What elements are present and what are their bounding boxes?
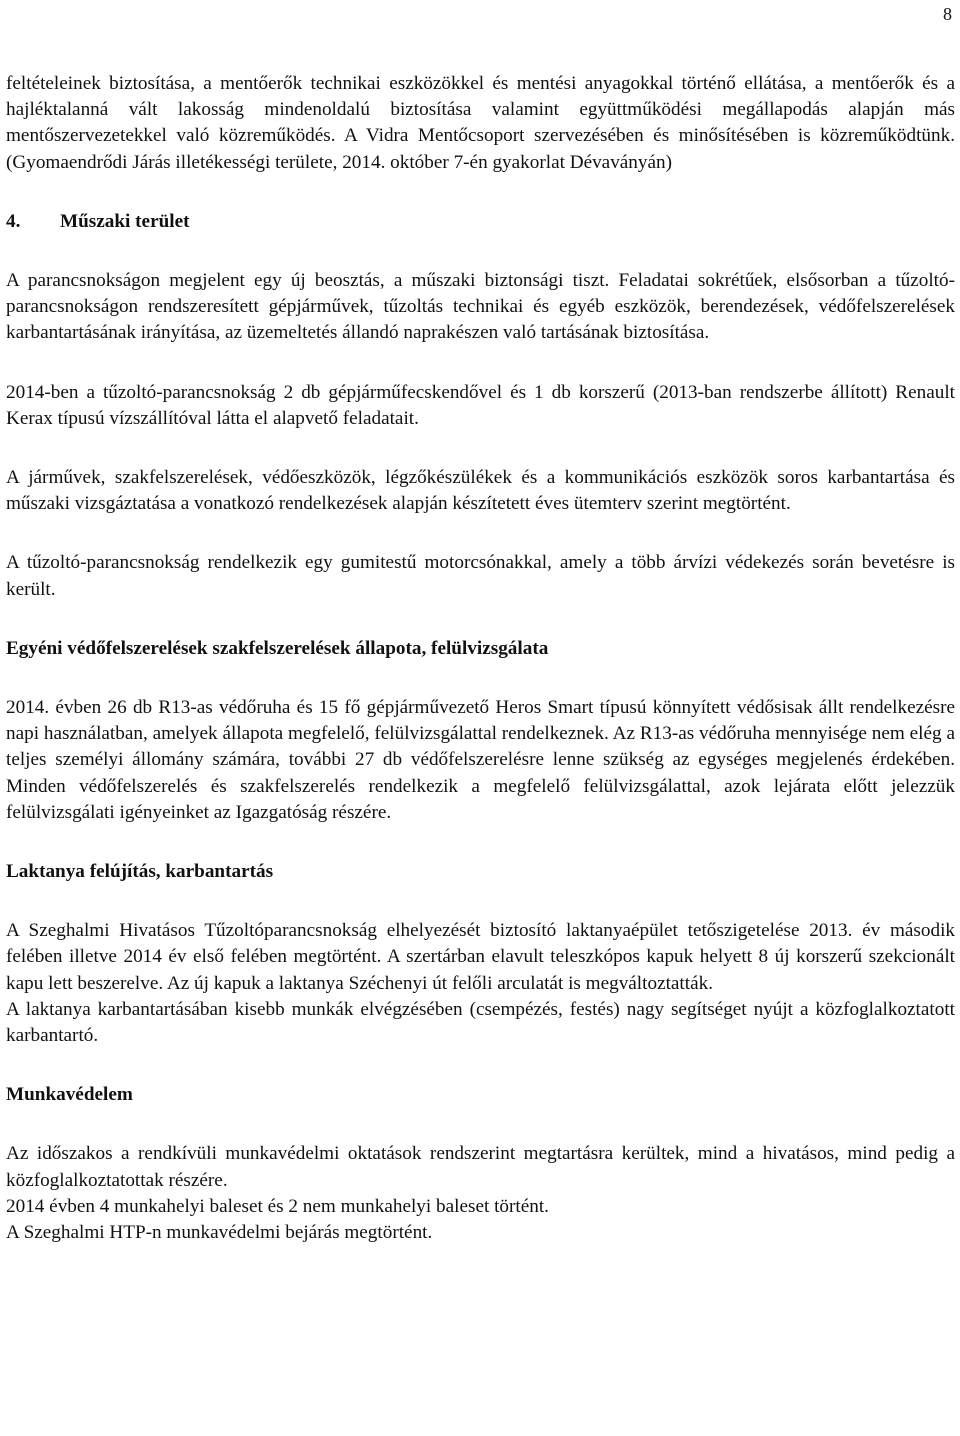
spacer — [6, 885, 955, 918]
section-4-title: Műszaki terület — [60, 210, 190, 232]
barracks-paragraph-1: A Szeghalmi Hivatásos Tűzoltóparancsnokság elhelyezését biztosító laktanyaépület tetőszigetelése 2013. év második felében illetve 2014 év első felében megtörtént. A szertárban elavult teleszkópos kapuk helyett 8 új korszerű szekcionált kapu lett beszerelve. Az új kapuk a laktanya Széchenyi út felőli arculatát is megváltoztatták. — [6, 920, 955, 994]
spacer — [6, 1049, 955, 1082]
section-4-heading — [6, 209, 955, 235]
document-body — [6, 71, 955, 1246]
work-safety-heading: Munkavédelem — [6, 1084, 133, 1106]
motorboat-paragraph: A tűzoltó-parancsnokság rendelkezik egy gumitestű motorcsónakkal, amely a több árvízi védekezés során bevetésre is került. — [6, 552, 955, 600]
page-number: 8 — [943, 4, 952, 24]
protective-equipment-heading: Egyéni védőfelszerelések szakfelszerelések állapota, felülvizsgálata — [6, 637, 549, 659]
protective-equipment-paragraph: 2014. évben 26 db R13-as védőruha és 15 fő gépjárművezető Heros Smart típusú könnyített védősisak állt rendelkezésre napi használatban, amelyek állapota megfelelő, felülvizsgálattal rendelkeznek. Az R13-as védőruha mennyisége nem elég a teljes személyi állomány számára, további 27 db védőfelszerelésre lenne szükség az egységes megjelenés érdekében. Minden védőfelszerelés és szakfelszerelés rendelkezik a megfelelő felülvizsgálattal, azok lejárata előtt jelezzük felülvizsgálati igényeinket az Igazgatóság részére. — [6, 697, 955, 823]
spacer — [6, 826, 955, 859]
barracks-heading: Laktanya felújítás, karbantartás — [6, 861, 274, 883]
work-safety-accidents-line: 2014 évben 4 munkahelyi baleset és 2 nem munkahelyi baleset történt. — [6, 1195, 549, 1217]
spacer — [6, 347, 955, 380]
spacer — [6, 662, 955, 695]
spacer — [6, 517, 955, 550]
work-safety-inspection-line: A Szeghalmi HTP-n munkavédelmi bejárás megtörtént. — [6, 1222, 433, 1244]
technical-officer-paragraph: A parancsnokságon megjelent egy új beosztás, a műszaki biztonsági tiszt. Feladatai sokrétűek, elsősorban a tűzoltó-parancsnokságon rendszeresített gépjárművek, tűzoltás technikai és egyéb eszközök, berendezések, védőfelszerelések karbantartásának irányítása, az üzemeltetés állandó naprakészen való tartásának biztosítása. — [6, 270, 955, 344]
section-4-number: 4. — [6, 210, 21, 232]
vehicles-paragraph: 2014-ben a tűzoltó-parancsnokság 2 db gépjárműfecskendővel és 1 db korszerű (2013-ban rendszerbe állított) Renault Kerax típusú vízszállítóval látta el alapvető feladatait. — [6, 381, 955, 429]
spacer — [6, 603, 955, 636]
spacer — [6, 235, 955, 268]
spacer — [6, 176, 955, 209]
barracks-paragraph-2: A laktanya karbantartásában kisebb munkák elvégzésében (csempézés, festés) nagy segítséget nyújt a közfoglalkoztatott karbantartó. — [6, 998, 955, 1047]
spacer — [6, 432, 955, 465]
intro-paragraph: feltételeinek biztosítása, a mentőerők technikai eszközökkel és mentési anyagokkal történő ellátása, a mentőerők és a hajléktalanná vált lakosság mindenoldalú biztosítása valamint együttműködési megállapodás alapján más mentőszervezetekkel való közreműködés. A Vidra Mentőcsoport szervezésében és minősítésében is közreműködtünk. (Gyomaendrődi Járás illetékességi területe, 2014. október 7-én gyakorlat Dévaványán) — [6, 73, 955, 173]
spacer — [6, 1108, 955, 1141]
work-safety-paragraph: Az időszakos a rendkívüli munkavédelmi oktatások rendszerint megtartásra kerültek, mind a hivatásos, mind pedig a közfoglalkoztatottak részére. — [6, 1143, 955, 1191]
maintenance-paragraph: A járművek, szakfelszerelések, védőeszközök, légzőkészülékek és a kommunikációs eszközök soros karbantartása és műszaki vizsgáztatása a vonatkozó rendelkezések alapján készítetett éves ütemterv szerint megtörtént. — [6, 467, 955, 515]
